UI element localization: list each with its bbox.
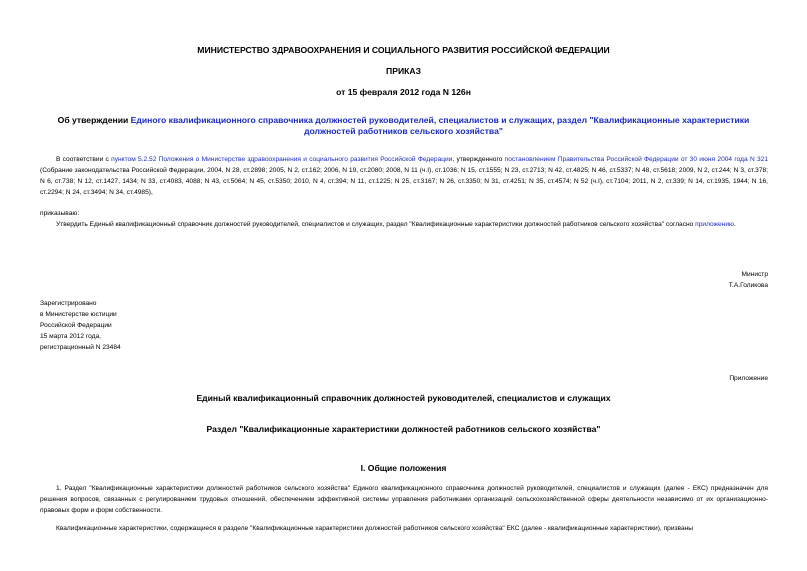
preamble-link-2[interactable]: постановлением Правительства Российской Федерации от 30 июня 2004 года N 321 <box>504 156 768 163</box>
appendix-section: Раздел "Квалификационные характеристики должностей работников сельского хозяйства" <box>206 424 601 434</box>
order-tail: . <box>733 221 736 228</box>
appendix-label: Приложение <box>729 375 768 382</box>
registration-line-4: 15 марта 2012 года, <box>40 333 101 340</box>
preamble-text-2: , утвержденного <box>452 156 505 163</box>
general-paragraph-1: 1. Раздел "Квалификационные характеристики должностей работников сельского хозяйства" Единого квалификационного справочника должностей руководителей, специалистов и служащих (далее - ЕКС) предназначен для решения вопросов, связанных с регулированием трудовых отношений, обеспечением эффективной системы управления работниками организаций сельскохозяйственной сферы деятельности независимо от их организационно-правовых форм и форм собственности. <box>40 485 768 514</box>
appendix-title: Единый квалификационный справочник должностей руководителей, специалистов и служащих <box>196 393 611 403</box>
doc-type-heading: ПРИКАЗ <box>386 66 421 76</box>
date-number: от 15 февраля 2012 года N 126н <box>336 87 471 97</box>
ministry-heading: МИНИСТЕРСТВО ЗДРАВООХРАНЕНИЯ И СОЦИАЛЬНОГО РАЗВИТИЯ РОССИЙСКОЙ ФЕДЕРАЦИИ <box>197 45 610 55</box>
signature-block <box>729 269 768 291</box>
signature-name: Т.А.Голикова <box>728 282 768 289</box>
order-title-link[interactable]: Единого квалификационного справочника должностей руководителей, специалистов и служащих, раздел "Квалификационные характеристики должностей работников сельского хозяйства" <box>130 115 750 136</box>
registration-line-5: регистрационный N 23484 <box>40 344 121 351</box>
preamble-text-1: В соответствии с <box>56 156 112 163</box>
preamble-paragraph <box>40 154 768 198</box>
order-paragraph <box>40 219 768 230</box>
registration-line-1: Зарегистрировано <box>40 300 97 307</box>
part-heading: I. Общие положения <box>360 463 447 473</box>
general-paragraph-2: Квалификационные характеристики, содержащиеся в разделе "Квалификационные характеристики должностей работников сельского хозяйства" ЕКС (далее - квалификационные характеристики), призваны <box>56 525 694 532</box>
appendix-link[interactable]: приложению <box>695 221 734 228</box>
preamble-link-1[interactable]: пунктом 5.2.52 Положения о Министерстве здравоохранения и социального развития Российской Федерации <box>111 156 453 163</box>
registration-line-3: Российской Федерации <box>40 322 112 329</box>
order-title <box>40 115 767 137</box>
registration-line-2: в Министерстве юстиции <box>40 311 117 318</box>
registration-block <box>40 298 121 353</box>
order-title-prefix: Об утверждении <box>57 115 131 125</box>
signature-position: Министр <box>741 271 768 278</box>
preamble-text-3: (Собрание законодательства Российской Федерации, 2004, N 28, ст.2898; 2005, N 2, ст.162; 2006, N 19, ст.2080; 2008, N 11 (ч.I), ст.1036; N 15, ст.1555; N 23, ст.2713; N 42, ст.4825; N 46, ст.5337; N 48, ст.5618; 2009, N 2, ст.244; N 3, ст.378; N 6, ст.738; N 12, ст.1427, 1434; N 33, ст.4083, 4088; N 43, ст.5064; N 45, ст.5350; 2010, N 4, ст.394; N 11, ст.1225; N 25, ст.3167; N 26, ст.3350; N 31, ст.4251; N 35, ст.4574; N 52 (ч.I), ст.7104; 2011, N 2, ст.339; N 14, ст.1935, 1944; N 16, ст.2294; N 24, ст.3494; N 34, ст.4985), <box>40 167 768 196</box>
order-word: приказываю: <box>40 210 80 217</box>
order-text: Утвердить Единый квалификационный справочник должностей руководителей, специалистов и служащих, раздел "Квалификационные характеристики должностей работников сельского хозяйства" согласно <box>56 221 696 228</box>
